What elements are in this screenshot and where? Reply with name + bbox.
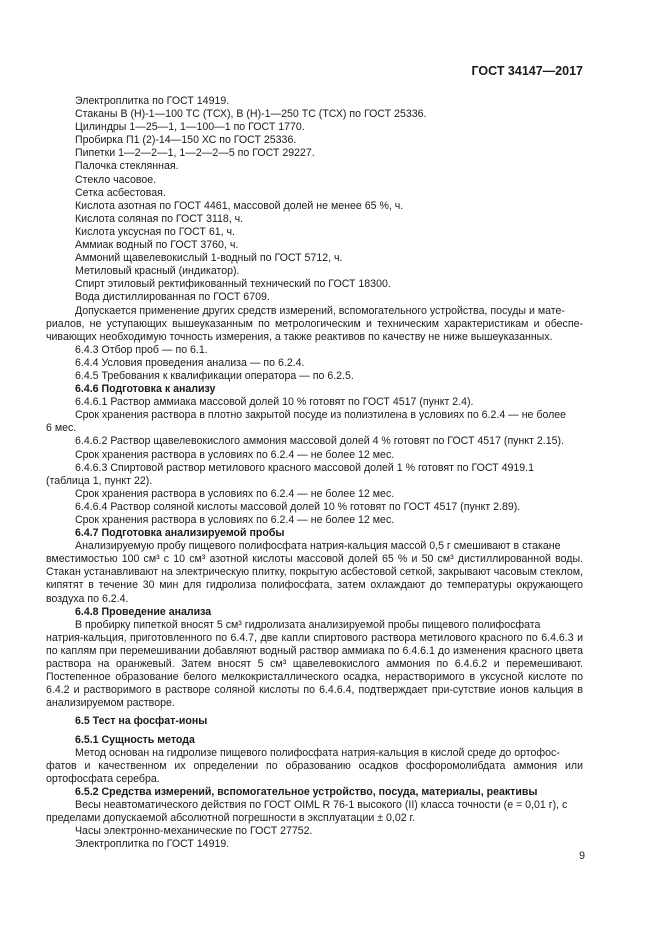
- section-6-4-6-4-storage: Срок хранения раствора в условиях по 6.2.4 — не более 12 мес.: [75, 514, 395, 526]
- section-6-4-6-2: 6.4.6.2 Раствор щавелевокислого аммония массовой долей 4 % готовят по ГОСТ 4517 (пункт 2.15).: [75, 435, 564, 448]
- section-6-4-8-first: В пробирку пипеткой вносят 5 см³ гидролизата анализируемой пробы пищевого полифосфата: [75, 618, 541, 631]
- list-item: Аммоний щавелевокислый 1-водный по ГОСТ 5712, ч.: [75, 252, 343, 265]
- section-6-5-1-title: 6.5.1 Сущность метода: [75, 733, 195, 746]
- section-6-4-6-title: 6.4.6 Подготовка к анализу: [75, 383, 216, 396]
- list-item: Аммиак водный по ГОСТ 3760, ч.: [75, 239, 239, 252]
- section-6-4-6-1-storage: Срок хранения раствора в плотно закрытой посуде из полиэтилена в условиях по 6.2.4 — не более: [75, 409, 567, 422]
- section-6-4-7-title: 6.4.7 Подготовка анализируемой пробы: [75, 527, 285, 540]
- document-body: [46, 95, 583, 851]
- section-6-5-1-first: Метод основан на гидролизе пищевого полифосфата натрия-кальция в кислой среде до ортофос-: [75, 746, 560, 759]
- watch-line: Часы электронно-механические по ГОСТ 27752.: [75, 825, 313, 838]
- section-6-4-6-3-storage: Срок хранения раствора в условиях по 6.2.4 — не более 12 мес.: [75, 487, 395, 500]
- section-6-5-title: 6.5 Тест на фосфат-ионы: [75, 715, 208, 728]
- section-6-4-8-title: 6.4.8 Проведение анализа: [75, 605, 212, 618]
- section-6-4-7-rest: вместимостью 100 см³ с 10 см³ азотной кислоты массовой долей 65 % и 50 см³ дистиллированной воды. Стакан устанавливают на электрическую плитку, покрытую асбестовой сеткой, закрывают часовым стеклом, кипятят в течение 30 мин для гидролиза полифосфата, затем охлаждают до температуры окружающего воздуха по 6.2.4.: [46, 553, 583, 605]
- section-6-4-4: 6.4.4 Условия проведения анализа — по 6.2.4.: [75, 356, 305, 369]
- list-item: Цилиндры 1—25—1, 1—100—1 по ГОСТ 1770.: [75, 121, 305, 134]
- list-item: Палочка стеклянная.: [75, 160, 179, 173]
- scale-line-rest: пределами допускаемой абсолютной погрешности в эксплуатации ± 0,02 г.: [46, 812, 416, 825]
- list-item: Кислота азотная по ГОСТ 4461, массовой долей не менее 65 %, ч.: [75, 199, 404, 212]
- section-6-4-6-1: 6.4.6.1 Раствор аммиака массовой долей 10 % готовят по ГОСТ 4517 (пункт 2.4).: [75, 396, 474, 409]
- list-item: Сетка асбестовая.: [75, 186, 166, 199]
- list-item: Метиловый красный (индикатор).: [75, 265, 240, 278]
- section-6-4-6-4: 6.4.6.4 Раствор соляной кислоты массовой долей 10 % готовят по ГОСТ 4517 (пункт 2.89).: [75, 500, 521, 513]
- allowance-paragraph-first: Допускается применение других средств измерений, вспомогательного устройства, посуды и мате-: [75, 304, 565, 317]
- section-6-5-2-title: 6.5.2 Средства измерений, вспомогательное устройство, посуда, материалы, реактивы: [75, 785, 538, 798]
- section-6-4-5: 6.4.5 Требования к квалификации оператора — по 6.2.5.: [75, 369, 354, 382]
- list-item: Кислота соляная по ГОСТ 3118, ч.: [75, 212, 244, 225]
- list-item: Стаканы В (Н)-1—100 ТС (ТСХ), В (Н)-1—250 ТС (ТСХ) по ГОСТ 25336.: [75, 108, 427, 121]
- scale-line-first: Весы неавтоматического действия по ГОСТ OIML R 76-1 высокого (II) класса точности (e = 0,01 г), с: [75, 798, 568, 811]
- list-item: Электроплитка по ГОСТ 14919.: [75, 95, 230, 107]
- section-6-4-8-rest: натрия-кальция, приготовленного по 6.4.7, две капли спиртового раствора метилового красного по 6.4.6.3 и по каплям при перемешивании добавляют водный раствор аммиака по 6.4.6.1 до изменения красного цвета раствора на оранжевый. Затем вносят 5 см³ щавелевокислого аммония по 6.4.6.2 и перемешивают. Постепенное образование белого мелкокристаллического осадка, нерастворимого в уксусной кислоте по 6.4.2 и растворимого в растворе соляной кислоты по 6.4.6.4, подтверждает при-сутствие ионов кальция в анализируемом растворе.: [46, 631, 583, 710]
- list-item: Пипетки 1—2—2—1, 1—2—2—5 по ГОСТ 29227.: [75, 147, 315, 160]
- section-6-4-6-3: 6.4.6.3 Спиртовой раствор метилового красного массовой долей 1 % готовят по ГОСТ 4919.1: [75, 461, 534, 474]
- list-item: Кислота уксусная по ГОСТ 61, ч.: [75, 225, 235, 238]
- list-item: Стекло часовое.: [75, 173, 157, 186]
- section-6-5-1-rest: фатов и качественном их определении по образованию осадков фосфоромолибдата аммония или ортофосфата серебра.: [46, 759, 583, 785]
- section-6-4-3: 6.4.3 Отбор проб — по 6.1.: [75, 343, 208, 356]
- section-6-4-7-first: Анализируемую пробу пищевого полифосфата натрия-кальция массой 0,5 г смешивают в стакане: [75, 540, 561, 553]
- list-item: Вода дистиллированная по ГОСТ 6709.: [75, 291, 270, 304]
- list-item: Пробирка П1 (2)-14—150 ХС по ГОСТ 25336.: [75, 134, 297, 147]
- page-number: 9: [579, 850, 585, 862]
- section-6-4-6-2-storage: Срок хранения раствора в условиях по 6.2.4 — не более 12 мес.: [75, 448, 395, 461]
- allowance-paragraph-rest: риалов, не уступающих вышеуказанным по метрологическим и техническим характеристикам и обеспе-чивающих необходимую точность измерения, а также реактивов по качеству не ниже вышеуказанных.: [46, 317, 583, 343]
- equipment-list: [75, 95, 583, 305]
- section-6-4-6-3-rest: (таблица 1, пункт 22).: [46, 474, 153, 487]
- section-6-4-6-1-storage-rest: 6 мес.: [46, 422, 77, 435]
- list-item: Спирт этиловый ректификованный технический по ГОСТ 18300.: [75, 278, 391, 291]
- document-code-header: ГОСТ 34147—2017: [471, 64, 583, 78]
- stove-line: Электроплитка по ГОСТ 14919.: [75, 838, 230, 851]
